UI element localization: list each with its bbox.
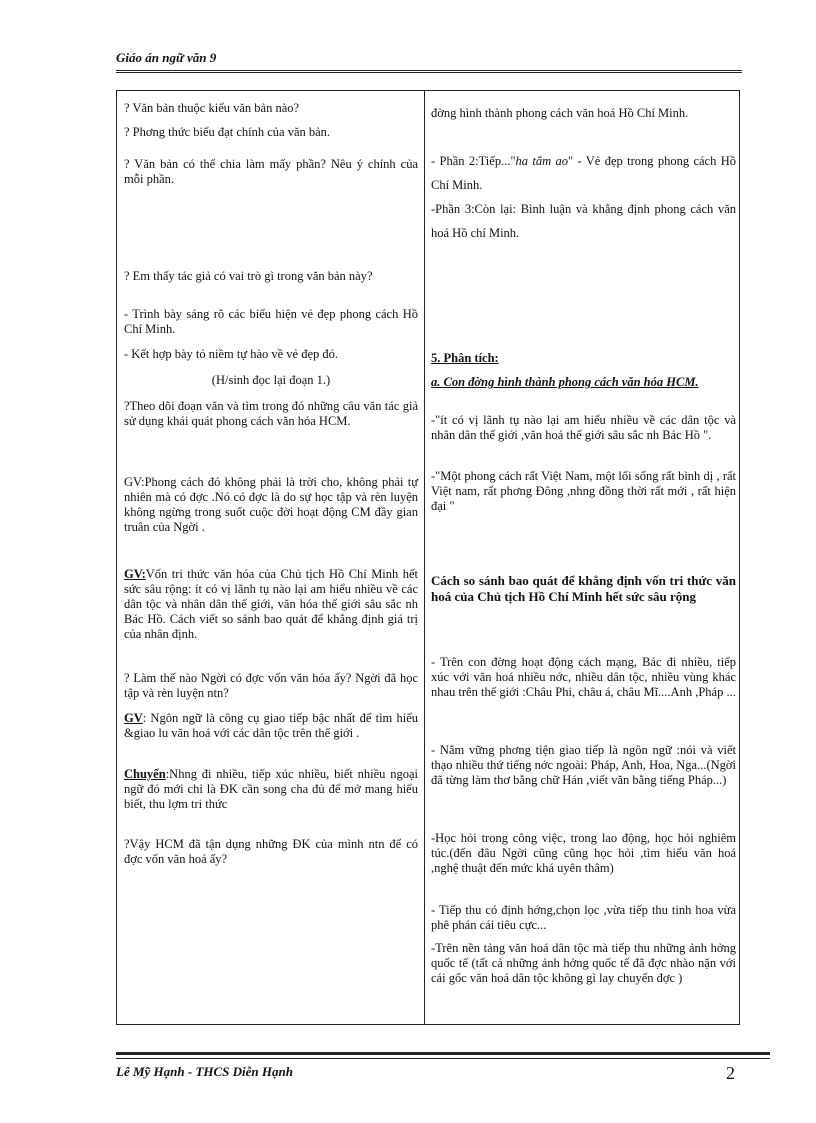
page-number: 2: [726, 1063, 735, 1083]
teacher-note-1: GV:Phong cách đó không phải là trời cho, không phải tự nhiên mà có đợc .Nó có đợc là do sự học tập và rèn luyện không ngừng trong suốt cuộc đời hoạt động CM đầy gian truân của Ngời .: [124, 475, 418, 534]
teacher-label: GV:: [124, 567, 146, 581]
answer-author-role-1: - Trình bày sáng rõ các biểu hiện vẻ đẹp phong cách Hồ Chí Minh.: [124, 307, 418, 336]
section-analysis: 5. Phân tích:: [431, 351, 499, 365]
question-expression: ? Phơng thức biểu đạt chính của văn bản.: [124, 125, 331, 139]
page-header: Giáo án ngữ văn 9: [116, 50, 217, 65]
question-division: ? Văn bản có thể chia làm mấy phần? Nêu ý chính của mỗi phần.: [124, 157, 418, 186]
question-style-sentences: ?Theo dõi đoạn văn và tìm trong đó những câu văn tác giả sử dụng khái quát phong cách văn hóa HCM.: [124, 399, 418, 428]
quote-text: ha tắm ao: [515, 154, 569, 168]
teacher-note-3: [124, 711, 418, 741]
bullet-selective: - Tiếp thu có định hớng,chọn lọc ,vừa tiếp thu tinh hoa vừa phê phán cái tiêu cực...: [431, 903, 736, 932]
teacher-label: GV: [124, 711, 143, 725]
subsection-heading: a. Con đờng hình thành phong cách văn hóa HCM.: [431, 375, 699, 389]
bullet-travel: - Trên con đờng hoạt động cách mạng, Bác đi nhiều, tiếp xúc với văn hoá nhiều nớc, nhiều dân tộc, nhiều vùng khác nhau trên thế giới :Châu Phi, châu á, châu Mĩ....Anh ,Pháp ...: [431, 655, 736, 699]
teacher-note-2-text: Vốn tri thức văn hóa của Chủ tịch Hồ Chí Minh hết sức sâu rộng: ít có vị lãnh tụ nào lại am hiểu nhiều về các dân tộc và nhân dân thế giới, văn hóa thế giới sâu sắc nh Bác Hồ. Cách viết so sánh bao quát để khẳng định giá trị của nhân định.: [124, 567, 418, 641]
question-author-role: ? Em thấy tác giả có vai trò gì trong văn bản này?: [124, 269, 373, 283]
part-2-text: - Phần 2:Tiếp..."ha tắm ao" - Vẻ đẹp trong phong cách Hồ Chí Minh.: [431, 154, 736, 192]
quote-1: -"ít có vị lãnh tụ nào lại am hiểu nhiều về các dân tộc và nhân dân thế giới ,văn hoá thế giới sâu sắc nh Bác Hồ ".: [431, 413, 736, 442]
comparison-heading: Cách so sánh bao quát để khẳng định vốn tri thức văn hoá của Chủ tịch Hồ Chí Minh hết sức sâu rộng: [431, 573, 736, 604]
answer-author-role-2: - Kết hợp bày tỏ niềm tự hào về vẻ đẹp đó.: [124, 347, 339, 361]
footer-rule: [116, 1052, 770, 1055]
teacher-note-3-text: : Ngôn ngữ là công cụ giao tiếp bậc nhất để tìm hiểu &giao lu văn hoá với các dân tộc trên thế giới .: [124, 711, 418, 740]
footer-author: Lê Mỹ Hạnh - THCS Diễn Hạnh: [116, 1064, 293, 1079]
part-3-text: -Phần 3:Còn lại: Bình luận và khẳng định phong cách văn hoá Hồ chí Minh.: [431, 202, 736, 240]
bullet-learning: -Học hỏi trong công việc, trong lao động, học hỏi nghiêm túc.(đến đâu Ngời cũng cũng học hỏi ,tìm hiểu văn hoá ,nghệ thuật đến mức khá uyên thâm): [431, 831, 736, 875]
transition-note: [124, 767, 418, 812]
footer-rule-thin: [116, 1058, 770, 1059]
bullet-languages: - Nắm vững phơng tiện giao tiếp là ngôn ngữ :nói và viết thạo nhiều thứ tiếng nớc ngoài: Pháp, Anh, Hoa, Nga...(Ngời đã từng làm thơ bằng chữ Hán ,viết văn bằng tiếng Pháp...): [431, 743, 736, 787]
reading-instruction: (H/sinh đọc lại đoạn 1.): [211, 373, 331, 387]
question-how-acquired: ? Làm thế nào Ngời có đợc vốn văn hóa ấy? Ngời đã học tập và rèn luyện ntn?: [124, 671, 418, 700]
column-divider: [424, 91, 425, 1024]
part-1-text: đờng hình thành phong cách văn hoá Hồ Chí Minh.: [431, 106, 689, 120]
lesson-table: [116, 90, 740, 1025]
teacher-note-2: [124, 567, 418, 642]
transition-text: :Nhng đi nhiều, tiếp xúc nhiều, biết nhiều ngoại ngữ đó mới chỉ là ĐK cần song cha đủ để mở mang hiểu biết, thu lợm tri thức: [124, 767, 418, 811]
quote-2: -"Một phong cách rất Việt Nam, một lối sống rất bình dị , rất Việt nam, rất phơng Đông ,nhng đồng thời rất mới , rất hiện đại ": [431, 469, 736, 513]
question-use-conditions: ?Vậy HCM đã tận dụng những ĐK của mình ntn để có đợc vốn văn hoá ấy?: [124, 837, 418, 866]
bullet-national-base: -Trên nền tảng văn hoá dân tộc mà tiếp thu những ảnh hởng quốc tế (tất cả những ảnh hởng quốc tế đã đợc nhào nặn với cái gốc văn hoá dân tộc không gì lay chuyển đợc ): [431, 941, 736, 985]
question-text-type: ? Văn bản thuộc kiểu văn bản nào?: [124, 101, 300, 115]
transition-label: Chuyển: [124, 767, 166, 781]
header-rule: [116, 70, 742, 73]
